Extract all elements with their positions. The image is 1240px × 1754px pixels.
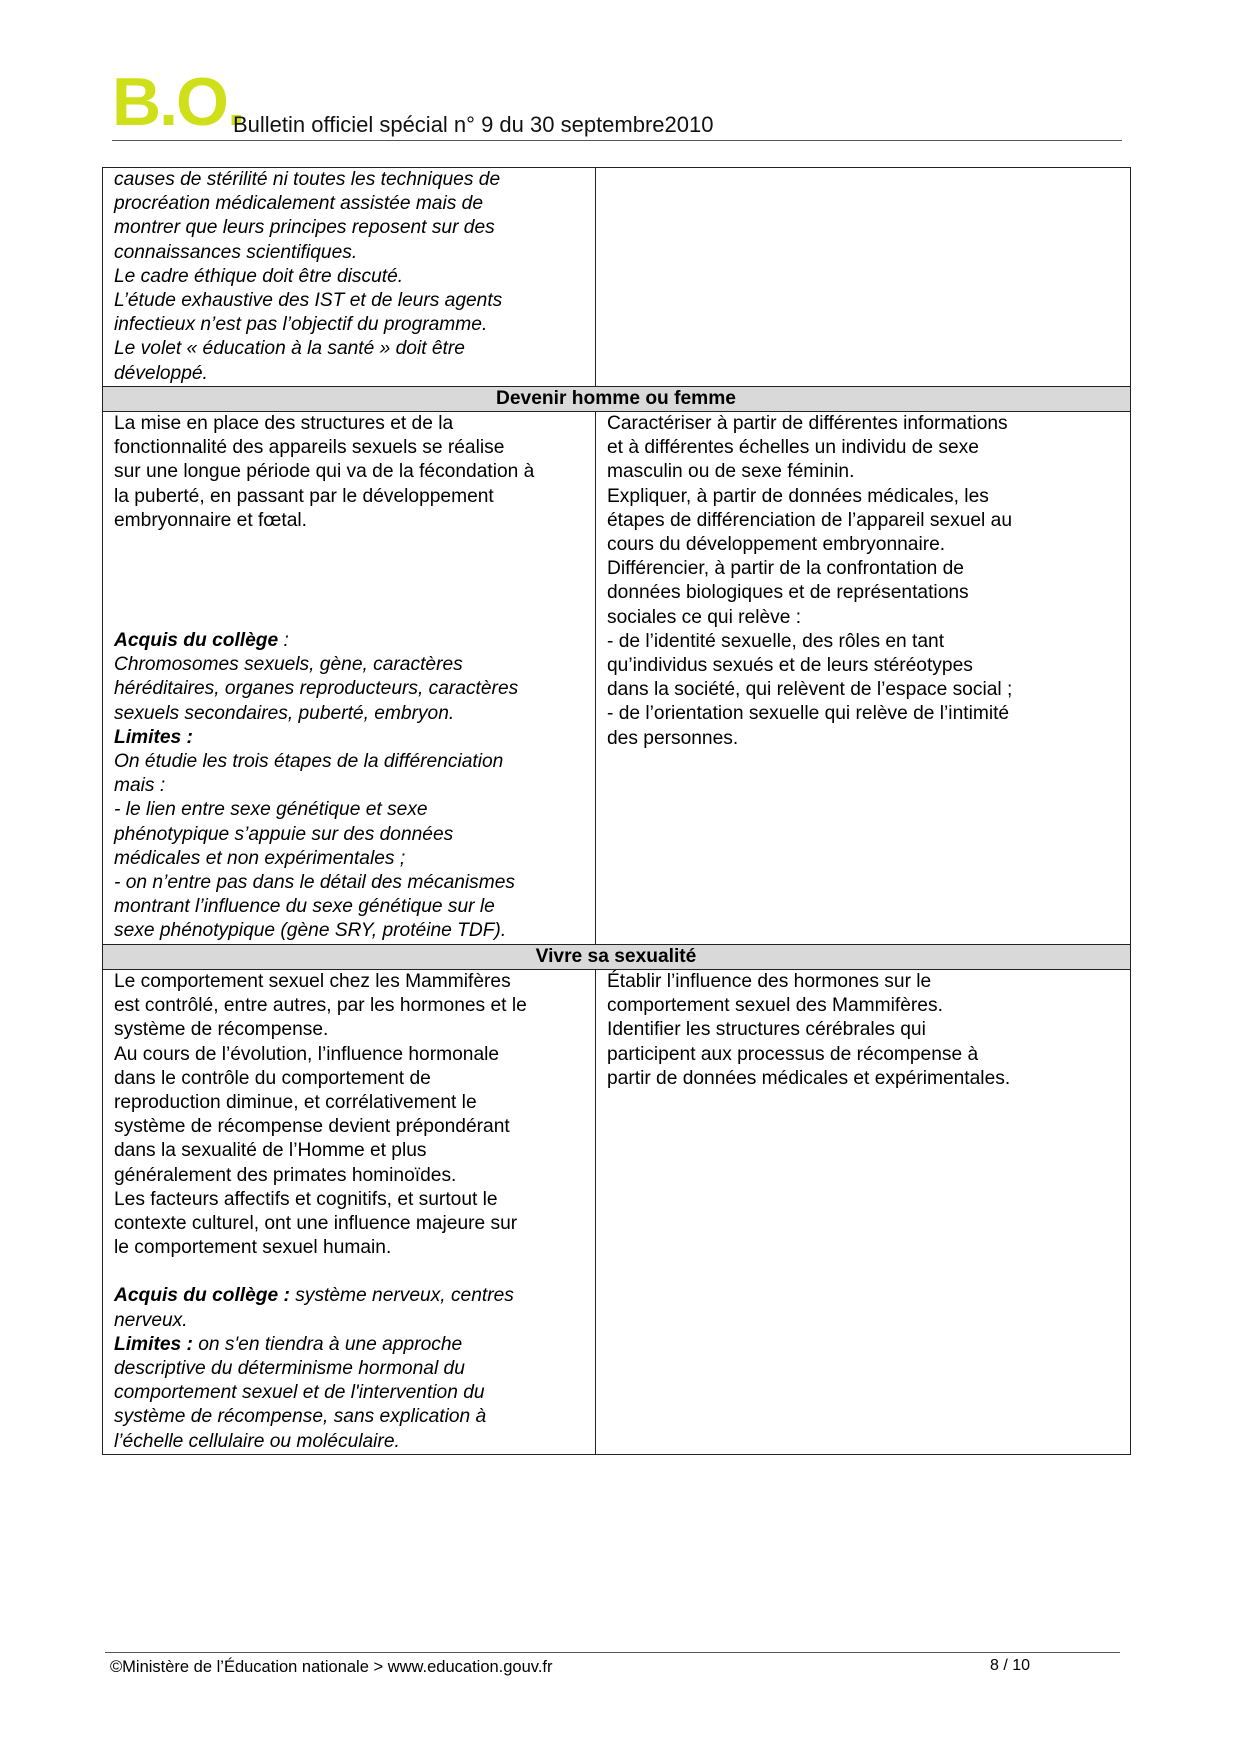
acquis-label: Acquis du collège : [114,1285,290,1307]
page-header [112,64,1122,140]
text-line: Le volet « éducation à la santé » doit être [114,338,465,360]
acquis-colon: : [278,630,289,652]
text-line: la puberté, en passant par le développement [114,485,494,507]
text-line: Chromosomes sexuels, gène, caractères [114,654,463,676]
header-divider [112,140,1122,141]
program-table [102,167,1131,1455]
text-line: comportement sexuel et de l'intervention du [114,1382,485,1404]
text-line: phénotypique s’appuie sur des données [114,823,454,845]
text-line: L’étude exhaustive des IST et de leurs agents [114,290,503,312]
section-header-row [103,944,1131,969]
text-line: montrer que leurs principes reposent sur des [114,217,495,239]
text-line: contexte culturel, ont une influence majeure sur [114,1212,518,1234]
text-line: sur une longue période qui va de la fécondation à [114,461,535,483]
text-line: fonctionnalité des appareils sexuels se réalise [114,437,505,459]
acquis-text: système nerveux, centres [289,1285,514,1307]
text-line: le comportement sexuel humain. [114,1237,392,1259]
text-line: masculin ou de sexe féminin. [607,461,855,483]
text-line: - on n’entre pas dans le détail des mécanismes [114,872,516,894]
text-line: dans la sexualité de l’Homme et plus [114,1140,427,1162]
text-line: causes de stérilité ni toutes les techniques de [114,169,501,190]
text-line: des personnes. [607,727,739,749]
acquis-heading [114,1284,583,1308]
table-row-continued [103,168,1131,387]
text-line: Différencier, à partir de la confrontation de [607,558,964,580]
limites-text: on s'en tiendra à une approche [192,1333,463,1355]
acquis-label: Acquis du collège [114,630,279,652]
cell-capacites-devenir [596,412,1131,945]
limites-heading [114,1333,583,1357]
text-line: partir de données médicales et expérimentales. [607,1067,1011,1089]
text-line: reproduction diminue, et corrélativement le [114,1091,477,1113]
table-row-devenir [103,412,1131,945]
bulletin-title: Bulletin officiel spécial n° 9 du 30 septembre2010 [233,112,714,137]
text-line: embryonnaire et fœtal. [114,509,308,531]
text-line: - le lien entre sexe génétique et sexe [114,799,428,821]
text-line: comportement sexuel des Mammifères. [607,995,943,1017]
section-title-devenir: Devenir homme ou femme [103,386,1131,411]
text-line: Identifier les structures cérébrales qui [607,1019,926,1041]
text-line: Le cadre éthique doit être discuté. [114,265,404,287]
text-line: Établir l’influence des hormones sur le [607,970,932,992]
footer-copyright: ©Ministère de l’Éducation nationale > www.education.gouv.fr [110,1658,553,1676]
text-line: généralement des primates hominoïdes. [114,1164,457,1186]
cell-notions-devenir [103,412,596,945]
section-header-row [103,386,1131,411]
text-line: médicales et non expérimentales ; [114,847,406,869]
cell-limits-continued [103,168,596,387]
text-line: l’échelle cellulaire ou moléculaire. [114,1430,400,1452]
text-line: sexe phénotypique (gène SRY, protéine TDF). [114,920,507,942]
text-line: mais : [114,775,166,797]
text-line: La mise en place des structures et de la [114,413,454,435]
text-line: participent aux processus de récompense à [607,1043,979,1065]
acquis-heading [114,629,583,653]
text-line: - de l’orientation sexuelle qui relève de l’intimité [607,703,1010,725]
cell-notions-vivre [103,969,596,1454]
text-line: sociales ce qui relève : [607,606,802,628]
text-line: procréation médicalement assistée mais de [114,193,484,215]
text-line: Caractériser à partir de différentes informations [607,413,1008,435]
cell-capacites-vivre [596,969,1131,1454]
page-number: 8 / 10 [990,1657,1031,1674]
text-line: qu’individus sexués et de leurs stéréotypes [607,655,973,677]
text-line: système de récompense, sans explication à [114,1406,487,1428]
text-line: étapes de différenciation de l’appareil sexuel au [607,509,1012,531]
footer-divider [105,1652,1120,1653]
text-line: système de récompense devient prépondérant [114,1116,510,1138]
cell-empty [596,168,1131,387]
bo-logo: B.O. [112,64,244,140]
text-line: - de l’identité sexuelle, des rôles en tant [607,630,945,652]
text-line: système de récompense. [114,1019,329,1041]
text-line: et à différentes échelles un individu de sexe [607,437,979,459]
limites-label: Limites : [114,1333,193,1355]
text-line: est contrôlé, entre autres, par les hormones et le [114,995,527,1017]
text-line: développé. [114,362,208,384]
text-line: infectieux n’est pas l’objectif du programme. [114,314,488,336]
text-line: données biologiques et de représentations [607,582,969,604]
table-row-vivre [103,969,1131,1454]
text-line: Les facteurs affectifs et cognitifs, et surtout le [114,1188,498,1210]
text-line: Le comportement sexuel chez les Mammifères [114,970,511,992]
text-line: descriptive du déterminisme hormonal du [114,1357,465,1379]
text-line: montrant l’influence du sexe génétique sur le [114,896,495,918]
text-line: sexuels secondaires, puberté, embryon. [114,702,455,724]
text-line: Au cours de l’évolution, l’influence hormonale [114,1043,500,1065]
text-line: connaissances scientifiques. [114,241,358,263]
text-line: héréditaires, organes reproducteurs, caractères [114,678,519,700]
section-title-vivre: Vivre sa sexualité [103,944,1131,969]
text-line: dans la société, qui relèvent de l’espace social ; [607,679,1013,701]
text-line: nerveux. [114,1309,188,1331]
text-line: Expliquer, à partir de données médicales, les [607,485,989,507]
limites-label: Limites : [114,726,193,748]
text-line: cours du développement embryonnaire. [607,534,946,556]
text-line: dans le contrôle du comportement de [114,1067,431,1089]
text-line: On étudie les trois étapes de la différenciation [114,751,504,773]
